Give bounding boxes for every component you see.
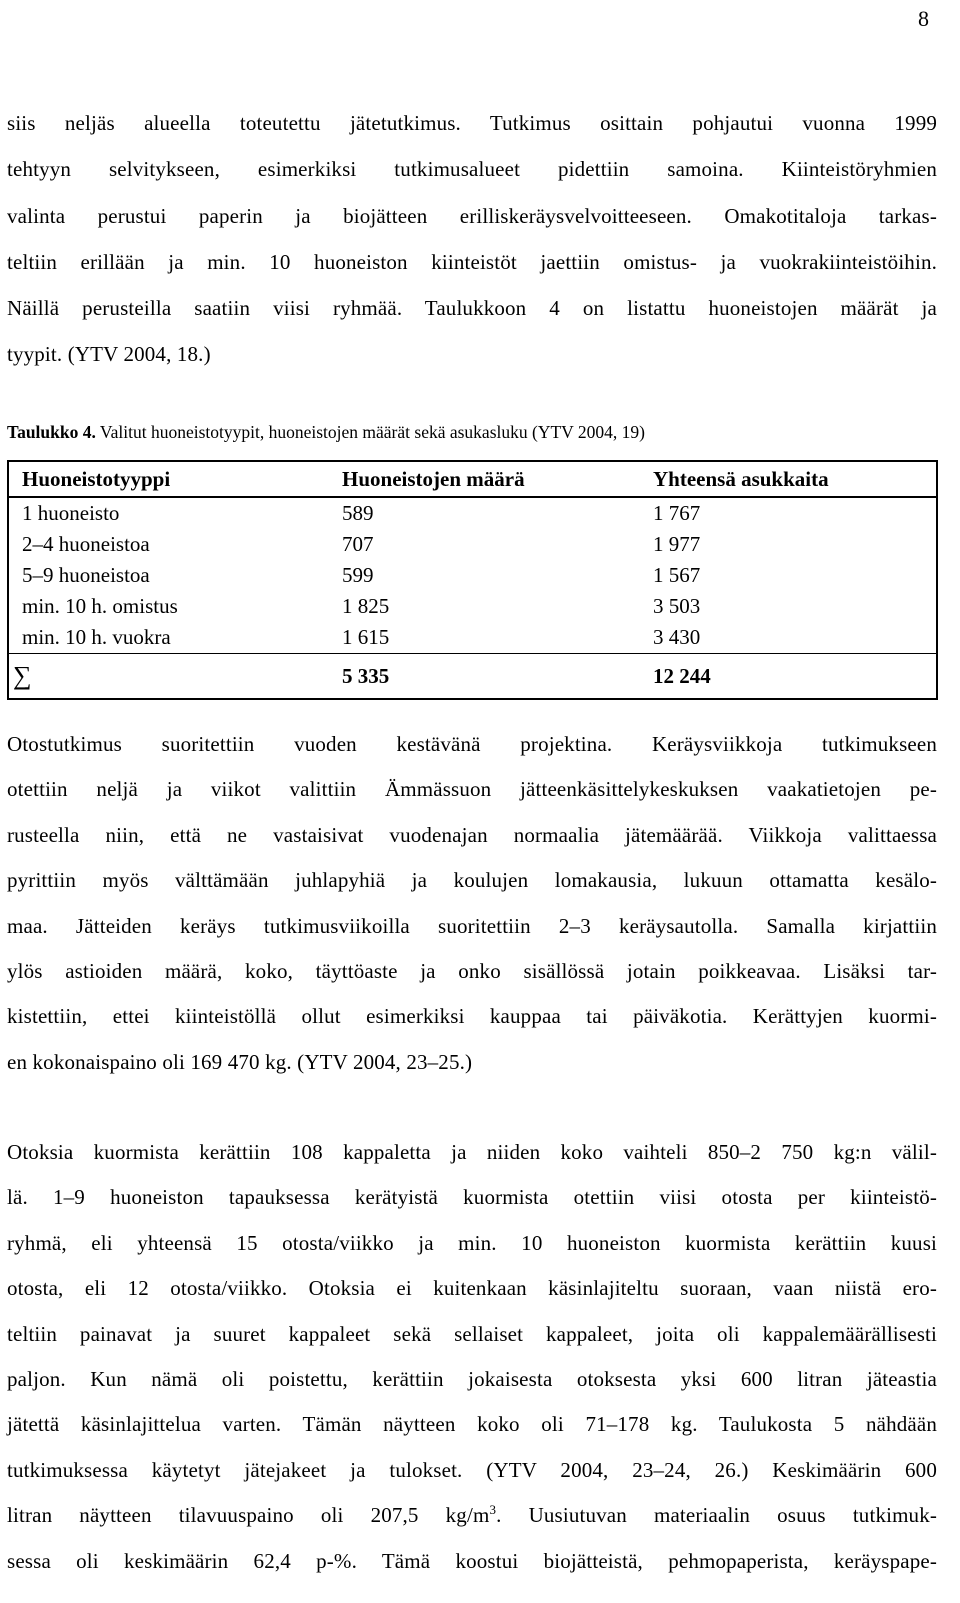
table-cell: 3 503 <box>653 594 701 618</box>
column-header: Huoneistotyyppi <box>22 467 171 491</box>
table-row <box>8 591 937 622</box>
text-line: pyrittiin myös välttämään juhlapyhiä ja koulujen lomakausia, lukuun ottamatta kesälo- <box>7 868 937 893</box>
table-cell: 1 977 <box>653 532 701 556</box>
table-row <box>8 560 937 591</box>
table-header-row <box>8 461 937 497</box>
table-row <box>8 497 937 529</box>
text-line: valinta perustui paperin ja biojätteen erilliskeräysvelvoitteeseen. Omakotitaloja tarkas- <box>7 203 937 228</box>
column-header: Yhteensä asukkaita <box>653 467 829 491</box>
table-row <box>8 529 937 560</box>
column-header: Huoneistojen määrä <box>342 467 525 491</box>
table-cell: min. 10 h. vuokra <box>22 625 171 649</box>
table-caption-label: Taulukko 4. <box>7 422 96 442</box>
text-line: lä. 1–9 huoneiston tapauksessa kerätyistä kuormista otettiin viisi otosta per kiinteistö- <box>7 1185 937 1210</box>
text-line: en kokonaispaino oli 169 470 kg. (YTV 2004, 23–25.) <box>7 1049 473 1074</box>
text-line: tutkimuksessa käytetyt jätejakeet ja tulokset. (YTV 2004, 23–24, 26.) Keskimäärin 600 <box>7 1457 937 1482</box>
table-cell: 599 <box>342 563 374 587</box>
text-line: otosta, eli 12 otosta/viikko. Otoksia ei kuitenkaan käsinlajiteltu suoraan, vaan niistä ero- <box>7 1276 937 1301</box>
text-line: ryhmä, eli yhteensä 15 otosta/viikko ja min. 10 huoneiston kuormista kerättiin kuusi <box>7 1230 937 1255</box>
total-cell: 12 244 <box>653 664 711 688</box>
text-line: maa. Jätteiden keräys tutkimusviikoilla suoritettiin 2–3 keräysautolla. Samalla kirjattiin <box>7 913 937 938</box>
total-cell: 5 335 <box>342 664 390 688</box>
table-cell: 3 430 <box>653 625 701 649</box>
text-line: Otoksia kuormista kerättiin 108 kappaletta ja niiden koko vaihteli 850–2 750 kg:n välil- <box>7 1140 937 1164</box>
table-cell: 589 <box>342 501 374 525</box>
text-line: sessa oli keskimäärin 62,4 p-%. Tämä koostui biojätteistä, pehmopaperista, keräyspape- <box>7 1548 937 1573</box>
text-line <box>7 1493 937 1538</box>
table-cell: 2–4 huoneistoa <box>22 532 150 556</box>
text-line: teltiin painavat ja suuret kappaleet sekä sellaiset kappaleet, joita oli kappalemäärällisesti <box>7 1321 937 1346</box>
superscript: 3 <box>489 1502 497 1518</box>
housing-types-table <box>7 460 938 700</box>
text-line: siis neljäs alueella toteutettu jätetutkimus. Tutkimus osittain pohjautui vuonna 1999 <box>7 111 937 135</box>
text-line: tyypit. (YTV 2004, 18.) <box>7 342 211 367</box>
text-line: rusteella niin, että ne vastaisivat vuodenajan normaalia jätemäärää. Viikkoja valittaessa <box>7 822 937 847</box>
text-line: kistettiin, ettei kiinteistöllä ollut esimerkiksi kauppaa tai päiväkotia. Kerättyjen kuormi- <box>7 1004 937 1029</box>
table-cell: 707 <box>342 532 374 556</box>
paragraph-sampling <box>7 722 937 1085</box>
text-line: paljon. Kun nämä oli poistettu, kerättiin jokaisesta otoksesta yksi 600 litran jäteastia <box>7 1367 937 1392</box>
text-line: teltiin erillään ja min. 10 huoneiston kiinteistöt jaettiin omistus- ja vuokrakiinteistöihin. <box>7 249 937 274</box>
table-cell: 5–9 huoneistoa <box>22 563 150 587</box>
paragraph-samples <box>7 1130 937 1584</box>
table-total-row <box>8 654 937 700</box>
paragraph-intro <box>7 100 937 378</box>
text-segment: . Uusiutuvan materiaalin osuus tutkimuk- <box>496 1503 938 1528</box>
text-segment: litran näytteen tilavuuspaino oli 207,5 kg/m <box>7 1503 490 1528</box>
text-line: ylös astioiden määrä, koko, täyttöaste ja onko sisällössä jotain poikkeavaa. Lisäksi tar- <box>7 959 937 984</box>
text-line: Näillä perusteilla saatiin viisi ryhmää. Taulukkoon 4 on listattu huoneistojen määrät ja <box>7 296 937 321</box>
sum-symbol: ∑ <box>13 661 32 690</box>
table-caption <box>7 420 645 444</box>
table-cell: 1 huoneisto <box>22 501 120 525</box>
table-cell: min. 10 h. omistus <box>22 594 178 618</box>
table-caption-text: Valitut huoneistotyypit, huoneistojen määrät sekä asukasluku (YTV 2004, 19) <box>95 422 645 442</box>
text-line: otettiin neljä ja viikot valittiin Ämmässuon jätteenkäsittelykeskuksen vaakatietojen pe- <box>7 777 937 802</box>
text-line: Otostutkimus suoritettiin vuoden kestävänä projektina. Keräysviikkoja tutkimukseen <box>7 732 937 756</box>
text-line: jätettä käsinlajittelua varten. Tämän näytteen koko oli 71–178 kg. Taulukosta 5 nähdään <box>7 1412 937 1437</box>
text-line: tehtyyn selvitykseen, esimerkiksi tutkimusalueet pidettiin samoina. Kiinteistöryhmien <box>7 157 937 182</box>
table-row <box>8 622 937 654</box>
page-number: 8 <box>918 6 929 31</box>
table-cell: 1 567 <box>653 563 701 587</box>
table-cell: 1 615 <box>342 625 390 649</box>
table-cell: 1 767 <box>653 501 701 525</box>
table-cell: 1 825 <box>342 594 390 618</box>
